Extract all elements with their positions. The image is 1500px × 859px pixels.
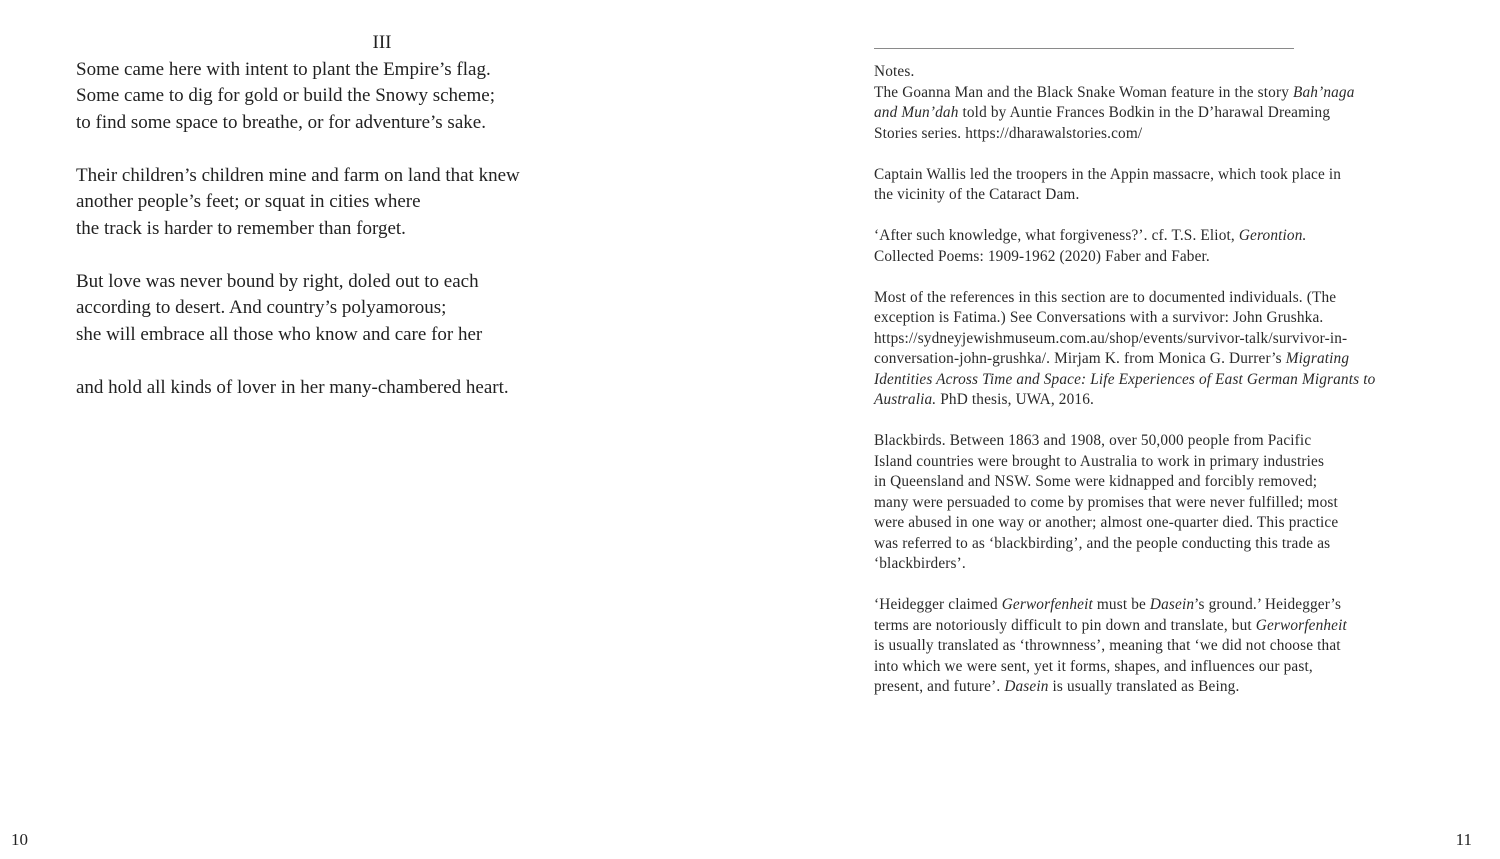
right-page (750, 0, 1500, 859)
notes-divider (874, 48, 1294, 49)
poem-line: according to desert. And country’s polyamorous; (76, 297, 447, 318)
note-line: were abused in one way or another; almost one-quarter died. This practice (874, 514, 1339, 531)
poem-line: the track is harder to remember than forget. (76, 217, 406, 239)
note-line: in Queensland and NSW. Some were kidnapped and forcibly removed; (874, 473, 1318, 490)
note-line (874, 370, 1459, 391)
note-italic-title: Australia. (874, 391, 937, 408)
note-line: Island countries were brought to Australia to work in primary industries (874, 452, 1325, 470)
note-text: told by Auntie Frances Bodkin in the D’harawal Dreaming (958, 104, 1331, 121)
poem-section-heading: III (372, 32, 392, 53)
note-line: into which we were sent, yet it forms, shapes, and influences our past, (874, 657, 1313, 675)
note-line: Collected Poems: 1909-1962 (2020) Faber and Faber. (874, 247, 1210, 265)
poem (76, 30, 636, 428)
note-blackbirds (874, 431, 1459, 575)
note-italic-term: Gerworfenheit (1001, 596, 1093, 613)
note-line: was referred to as ‘blackbirding’, and the people conducting this trade as (874, 534, 1331, 552)
poem-line: But love was never bound by right, doled out to each (76, 270, 479, 292)
poem-line: she will embrace all those who know and care for her (76, 323, 483, 345)
note-text: conversation-john-grushka/. Mirjam K. from Monica G. Durrer’s (874, 350, 1286, 367)
note-italic-title: Identities Across Time and Space: Life Experiences of East German Migrants to (874, 370, 1376, 388)
note-line (874, 226, 1459, 247)
note-line: Captain Wallis led the troopers in the Appin massacre, which took place in (874, 165, 1342, 183)
note-italic-term: Dasein (1149, 596, 1195, 613)
poem-line: to find some space to breathe, or for adventure’s sake. (76, 111, 486, 133)
note-line: Blackbirds. Between 1863 and 1908, over 50,000 people from Pacific (874, 432, 1312, 449)
note-italic-term: Dasein (1004, 678, 1049, 695)
note-line: is usually translated as ‘thrownness’, meaning that ‘we did not choose that (874, 637, 1341, 654)
note-text: The Goanna Man and the Black Snake Woman feature in the story (874, 83, 1293, 101)
note-italic-title: Migrating (1285, 350, 1350, 367)
page-number-left: 10 (11, 830, 28, 849)
note-italic-term: Gerworfenheit (1255, 616, 1347, 634)
stanza-1 (76, 57, 636, 137)
note-italic-title: and Mun’dah (874, 104, 959, 121)
note-italic-title: Gerontion. (1238, 227, 1307, 244)
note-line (874, 595, 1459, 616)
note-line: the vicinity of the Cataract Dam. (874, 186, 1080, 203)
poem-line: and hold all kinds of lover in her many-chambered heart. (76, 376, 509, 398)
poem-line: Some came here with intent to plant the Empire’s flag. (76, 58, 491, 80)
note-captain-wallis (874, 165, 1459, 206)
note-eliot (874, 226, 1459, 267)
note-goanna-man (874, 83, 1459, 145)
note-text: ‘Heidegger claimed (874, 596, 1002, 613)
note-line (874, 390, 1459, 411)
note-references (874, 288, 1459, 411)
note-line: https://sydneyjewishmuseum.com.au/shop/events/survivor-talk/survivor-in- (874, 329, 1348, 347)
notes-section (874, 62, 1459, 718)
notes-heading: Notes. (874, 63, 915, 80)
poem-line: Some came to dig for gold or build the Snowy scheme; (76, 85, 495, 106)
stanza-3 (76, 269, 636, 349)
note-text: present, and future’. (874, 678, 1005, 695)
stanza-4 (76, 375, 636, 402)
note-italic-title: Bah’naga (1292, 83, 1355, 101)
poem-line: another people’s feet; or squat in cities where (76, 191, 421, 212)
note-line: ‘blackbirders’. (874, 555, 966, 572)
note-text: ’s ground.’ Heidegger’s (1194, 596, 1342, 613)
note-text: must be (1092, 596, 1150, 613)
note-text: is usually translated as Being. (1048, 678, 1240, 695)
note-line: many were persuaded to come by promises that were never fulfilled; most (874, 493, 1338, 511)
note-line: Stories series. https://dharawalstories.com/ (874, 124, 1143, 142)
note-line (874, 677, 1459, 698)
note-line (874, 616, 1459, 637)
note-line (874, 349, 1459, 370)
page-number-right: 11 (1455, 830, 1472, 849)
note-text: PhD thesis, UWA, 2016. (936, 391, 1094, 408)
note-line: exception is Fatima.) See Conversations with a survivor: John Grushka. (874, 309, 1324, 326)
stanza-2 (76, 163, 636, 243)
note-line: Most of the references in this section are to documented individuals. (The (874, 288, 1337, 306)
poem-line: Their children’s children mine and farm on land that knew (76, 164, 520, 186)
note-text: terms are notoriously difficult to pin down and translate, but (874, 616, 1256, 634)
note-heidegger (874, 595, 1459, 698)
note-line (874, 83, 1459, 104)
note-line (874, 103, 1459, 124)
note-text: ‘After such knowledge, what forgiveness?’. cf. T.S. Eliot, (874, 227, 1239, 244)
